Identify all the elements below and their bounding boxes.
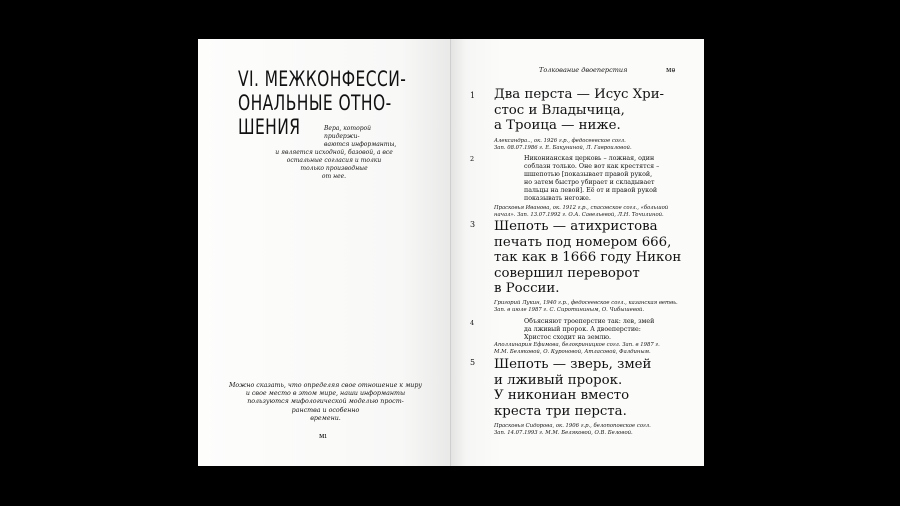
entry-text — [524, 318, 689, 342]
entry-source — [494, 300, 689, 313]
epigraph-line: остальные согласия и толки — [286, 157, 382, 164]
entry-line: Шепоть — атихристова — [494, 219, 658, 234]
lower-note-line: времени. — [310, 414, 341, 422]
entry-text — [494, 219, 684, 297]
entry-line: шшепотью [показывает правой рукой, — [524, 171, 653, 178]
entry-number: 3 — [470, 220, 476, 229]
entry-line: совершил переворот — [494, 265, 640, 281]
entry-line: а Троица — ниже. — [494, 118, 621, 133]
entry-line: печать под номером 666, — [494, 234, 672, 250]
entry-line: и лживый пророк. — [494, 372, 623, 388]
source-line: Александра.., ок. 1926 г.р., федосеевское согл. — [494, 138, 626, 144]
running-head: Толкование двоеперстия — [539, 66, 628, 74]
entry-text — [494, 87, 684, 134]
epigraph-line: и является исходной, базовой, а все — [275, 149, 393, 156]
source-line: Григорий Лукин, 1940 г.р., федосеевское согл., казанская ветвь. — [494, 300, 678, 306]
lower-note-line: пользуются мифологической моделью прост- — [247, 398, 404, 406]
entry-source — [494, 342, 689, 355]
entry-line: но затем быстро убирает и складывает — [524, 179, 655, 186]
entry-line: Никонианская церковь – ложная, один — [524, 155, 655, 162]
entry-line: показывать негоже. — [524, 195, 591, 202]
entry-line: в России. — [494, 281, 560, 296]
entry-text — [524, 155, 689, 203]
entry-line: стос и Владычица, — [494, 102, 625, 118]
source-line: Аполлинария Ефимова, белокриницкое согл. Зап. в 1987 г. — [494, 342, 660, 348]
entry-source — [494, 423, 689, 436]
source-line: Прасковья Иванова, ок. 1912 г.р., спасовское согл., «большой — [494, 205, 669, 211]
left-page — [198, 39, 451, 466]
entry-line: пальцы на левой]. Её от и правой рукой — [524, 187, 658, 194]
epigraph-line: только производные — [300, 165, 368, 172]
epigraph-line: ваются информанты, — [324, 141, 397, 148]
source-line: Зап. 08.07.1986 г. Е. Бакуниной, Л. Гавроиловой. — [494, 144, 632, 151]
lower-note-line: и свое место в этом мире, наши информанты — [245, 390, 406, 398]
lower-note-line: ранства и особенно — [291, 406, 360, 414]
entry-line: Христос сходит на землю. — [524, 334, 611, 341]
entry-text — [494, 357, 684, 419]
chapter-title-line: VI. МЕЖКОНФЕССИ- — [238, 67, 407, 91]
entry-number: 1 — [470, 91, 476, 100]
entry-source — [494, 205, 689, 218]
source-line: начал». Зап. 13.07.1992 г. О.А. Савельевой, Л.Н. Точилиной. — [494, 211, 664, 218]
source-line: Зап. в июле 1987 г. С. Сиротининым, О. Чибышевой. — [494, 306, 645, 313]
epigraph-line: от нее. — [321, 173, 347, 180]
lower-note — [228, 382, 423, 423]
entry-line: да лживый пророк. А двоеперстие: — [524, 326, 641, 333]
page-folio: мѳ — [666, 66, 676, 74]
chapter-title-line: ШЕНИЯ — [238, 115, 301, 139]
entry-number: 5 — [470, 358, 476, 367]
source-line: Зап. 14.07.1993 г. М.М. Беляковой, О.В. Беловой. — [494, 429, 633, 436]
chapter-title-line: ОНАЛЬНЫЕ ОТНО- — [238, 91, 392, 115]
entry-line: соблазн только. Оне вот как крестятся – — [524, 163, 660, 170]
epigraph-line: Вера, которой придержи- — [324, 125, 372, 140]
entry-number: 2 — [470, 155, 475, 163]
source-line: М.М. Беляковой, О. Куроновой, Атласовой, Фалдиным. — [494, 348, 651, 355]
entry-line: креста три перста. — [494, 403, 627, 419]
source-line: Прасковья Сидорова, ок. 1906 г.р., белопоповское согл. — [494, 423, 651, 429]
lower-note-line: Можно сказать, что определяя свое отношение к миру — [228, 382, 423, 389]
page-folio: мı — [319, 432, 327, 440]
entry-line: так как в 1666 году Никон — [494, 250, 682, 265]
entry-line: Два перста — Исус Хри- — [494, 87, 665, 102]
right-page — [451, 39, 704, 466]
epigraph — [264, 125, 404, 181]
entry-line: Шепоть — зверь, змей — [494, 357, 652, 372]
entry-line: У никониан вместо — [494, 388, 630, 403]
entry-number: 4 — [470, 319, 475, 327]
entry-line: Объясняют троеперстие так: лев, змей — [524, 318, 655, 325]
entry-source — [494, 138, 689, 151]
